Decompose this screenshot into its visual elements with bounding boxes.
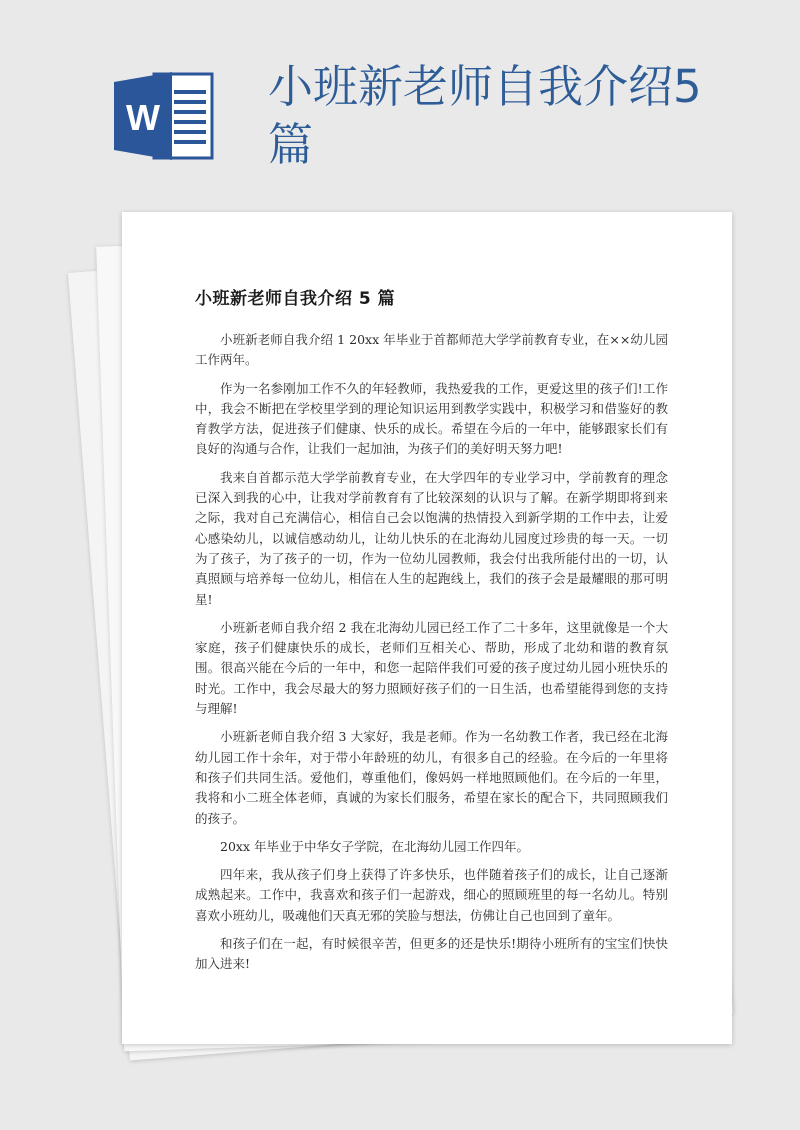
paragraph: 我来自首都示范大学学前教育专业，在大学四年的专业学习中，学前教育的理念已深入到我的心中，让我对学前教育有了比较深刻的认识与了解。在新学期即将到来之际，我对自己充满信心，相信自己会以饱满的热情投入到新学期的工作中去，让爱心感染幼儿，以诚信感动幼儿，让幼儿快乐的在北海幼儿园度过珍贵的每一天。一切为了孩子，为了孩子的一切，作为一位幼儿园教师，我会付出我所能付出的一切，认真照顾与培养每一位幼儿，相信在人生的起跑线上，我们的孩子会是最耀眼的那可明星! xyxy=(195,469,668,607)
document-page xyxy=(122,212,732,1044)
paragraph: 作为一名参刚加工作不久的年轻教师，我热爱我的工作，更爱这里的孩子们!工作中，我会不断把在学校里学到的理论知识运用到教学实践中，积极学习和借鉴好的教育教学方法，促进孩子们健康、快乐的成长。希望在今后的一年中，能够跟家长们有良好的沟通与合作，让我们一起加油，为孩子们的美好明天努力吧! xyxy=(195,380,668,457)
document-body xyxy=(195,330,668,983)
paragraph: 20xx 年毕业于中华女子学院，在北海幼儿园工作四年。 xyxy=(220,838,529,854)
word-icon-letter: W xyxy=(126,97,160,138)
paragraph: 小班新老师自我介绍 1 20xx 年毕业于首都师范大学学前教育专业，在××幼儿园工作两年。 xyxy=(195,332,668,368)
header-title: 小班新老师自我介绍5篇 xyxy=(268,60,702,171)
word-document-icon xyxy=(114,72,214,160)
document-title: 小班新老师自我介绍 5 篇 xyxy=(195,289,396,309)
paragraph: 小班新老师自我介绍 3 大家好，我是老师。作为一名幼教工作者，我已经在北海幼儿园工作十余年，对于带小年龄班的幼儿，有很多自己的经验。在今后的一年里将和孩子们共同生活。爱他们，尊重他们，像妈妈一样地照顾他们。在今后的一年里，我将和小二班全体老师，真诚的为家长们服务，希望在家长的配合下，共同照顾我们的孩子。 xyxy=(195,729,668,826)
page-header xyxy=(0,0,800,200)
paragraph: 和孩子们在一起，有时候很辛苦，但更多的还是快乐!期待小班所有的宝宝们快快加入进来! xyxy=(195,936,668,972)
paragraph: 小班新老师自我介绍 2 我在北海幼儿园已经工作了二十多年，这里就像是一个大家庭，孩子们健康快乐的成长，老师们互相关心、帮助，形成了北幼和谐的教育氛围。很高兴能在今后的一年中，和您一起陪伴我们可爱的孩子度过幼儿园小班快乐的时光。工作中，我会尽最大的努力照顾好孩子们的一日生活，也希望能得到您的支持与理解! xyxy=(195,619,668,717)
paragraph: 四年来，我从孩子们身上获得了许多快乐，也伴随着孩子们的成长，让自己逐渐成熟起来。工作中，我喜欢和孩子们一起游戏，细心的照顾班里的每一名幼儿。特别喜欢小班幼儿，吸魂他们天真无邪的笑脸与想法，仿佛让自己也回到了童年。 xyxy=(195,867,668,923)
